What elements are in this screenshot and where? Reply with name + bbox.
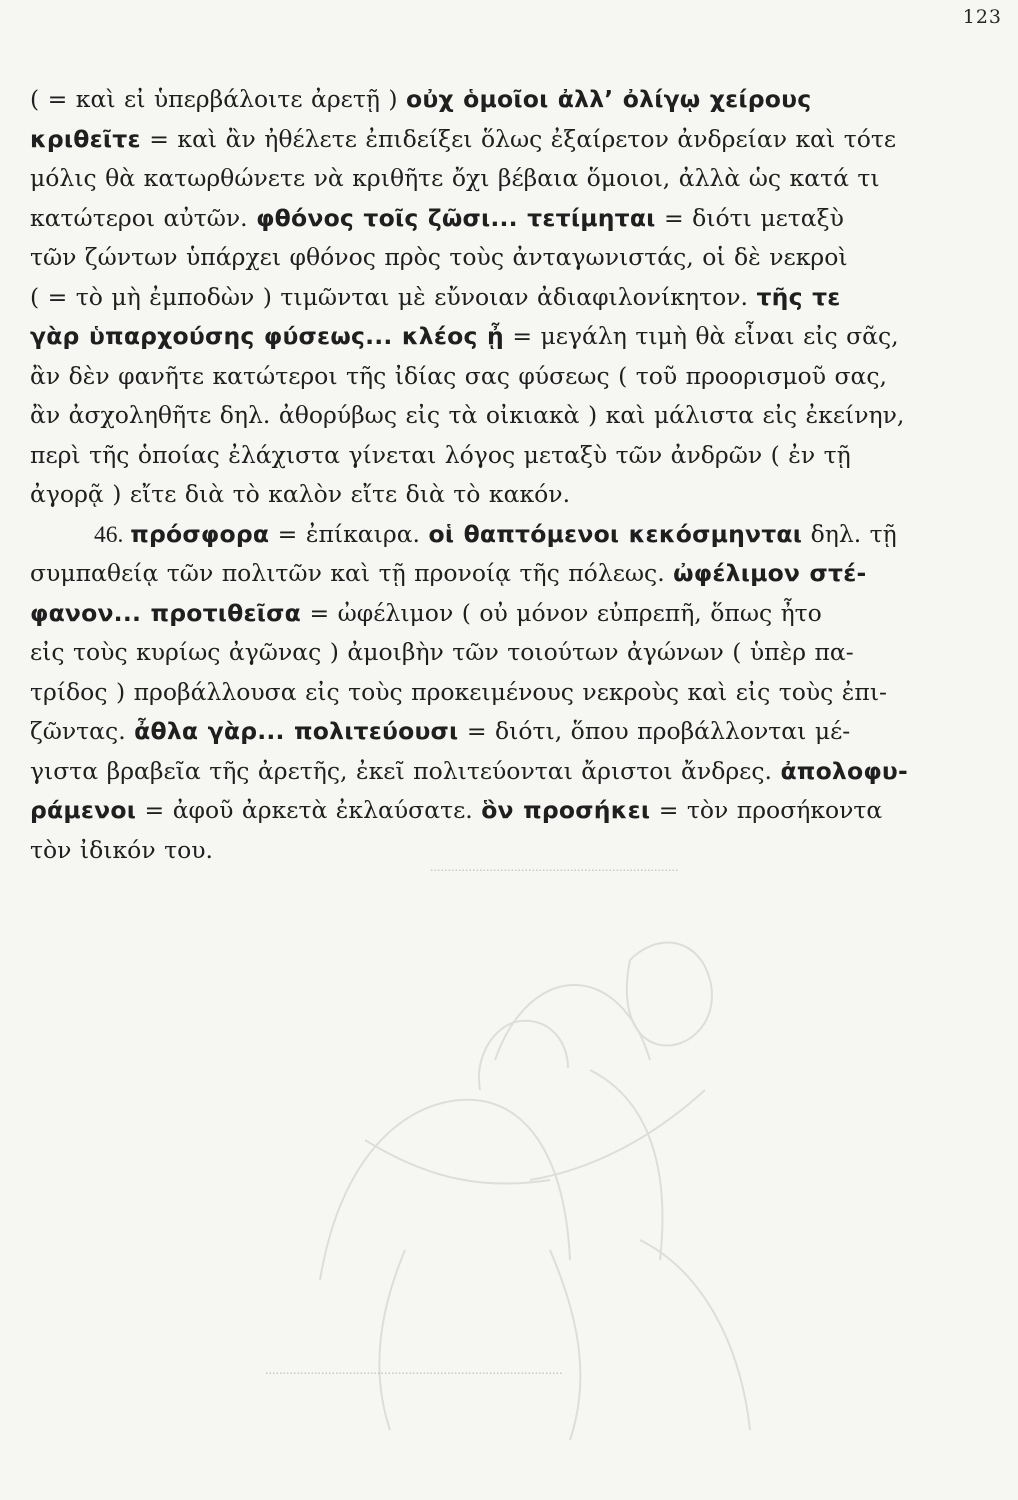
faint-bleedthrough-illustration — [230, 840, 880, 1490]
plain-text: = διότι, ὅπου προβάλλονται μέ- — [458, 717, 851, 745]
bold-lemma: φανον... προτιθεῖσα — [30, 598, 301, 627]
text-line — [30, 80, 910, 120]
plain-text: = ἀφοῦ ἀρκετὰ ἐκλαύσατε. — [136, 796, 482, 824]
plain-text: ζῶντας. — [30, 717, 135, 745]
bleedthrough-caption-bottom: ..................................................................................... — [265, 1363, 563, 1378]
text-line — [30, 238, 910, 278]
plain-text: = καὶ ἂν ἠθέλετε ἐπιδείξει ὅλως ἐξαίρετον ἀνδρείαν καὶ τότε — [140, 124, 897, 153]
bold-lemma: πρόσφορα — [130, 519, 270, 548]
plain-text: τὸν ἰδικόν του. — [30, 835, 213, 864]
text-line — [30, 159, 910, 199]
bold-lemma: ἆθλα γὰρ... πολιτεύουσι — [134, 717, 459, 745]
commentary-text — [30, 80, 910, 870]
plain-text: ἂν ἀσχοληθῆτε δηλ. ἀθορύβως εἰς τὰ οἰκιακὰ ) καὶ μάλιστα εἰς ἐκείνην, — [30, 401, 905, 429]
bold-lemma: ὠφέλιμον στέ- — [673, 559, 867, 587]
plain-text: ( = τὸ μὴ ἐμποδὼν ) τιμῶνται μὲ εὔνοιαν ἀδιαφιλονίκητον. — [30, 282, 757, 311]
text-line — [30, 357, 910, 397]
bold-lemma: ράμενοι — [30, 796, 137, 824]
plain-text: = διότι μεταξὺ — [655, 203, 844, 232]
plain-text: ἂν δὲν φανῆτε κατώτεροι τῆς ἰδίας σας φύσεως ( τοῦ προορισμοῦ σας, — [30, 361, 887, 390]
page-number: 123 — [962, 6, 1002, 28]
plain-text: = τὸν προσήκοντα — [650, 796, 883, 824]
plain-text: μόλις θὰ κατωρθώνετε νὰ κριθῆτε ὄχι βέβαια ὅμοιοι, ἀλλὰ ὡς κατά τι — [30, 164, 880, 192]
plain-text: τῶν ζώντων ὑπάρχει φθόνος πρὸς τοὺς ἀνταγωνιστάς, οἱ δὲ νεκροὶ — [30, 243, 848, 271]
plain-text: ἀγορᾷ ) εἴτε διὰ τὸ καλὸν εἴτε διὰ τὸ κακόν. — [30, 480, 571, 508]
bleedthrough-caption-top: ....................................................................... — [430, 860, 679, 875]
bold-lemma: ἀπολοφυ- — [780, 756, 908, 785]
bold-lemma: οἱ θαπτόμενοι κεκόσμηνται — [428, 519, 803, 548]
bold-lemma: κριθεῖτε — [30, 124, 141, 153]
text-line — [30, 436, 910, 476]
plain-text: κατώτεροι αὐτῶν. — [30, 203, 257, 232]
plain-text: εἰς τοὺς κυρίως ἀγῶνας ) ἀμοιβὴν τῶν τοιούτων ἀγώνων ( ὑπὲρ πα- — [30, 638, 854, 666]
text-line — [30, 317, 910, 357]
plain-text: ( = καὶ εἰ ὑπερβάλοιτε ἀρετῇ ) — [30, 85, 407, 113]
text-line — [30, 712, 910, 752]
bold-lemma: τῆς τε — [756, 282, 841, 311]
text-line — [30, 752, 910, 792]
text-line — [30, 199, 910, 239]
bold-lemma: οὐχ ὁμοῖοι ἀλλ’ ὀλίγῳ χείρους — [406, 85, 812, 113]
plain-text: = μεγάλη τιμὴ θὰ εἶναι εἰς σᾶς, — [503, 322, 899, 350]
text-line — [30, 673, 910, 713]
plain-text: τρίδος ) προβάλλουσα εἰς τοὺς προκειμένους νεκροὺς καὶ εἰς τοὺς ἐπι- — [30, 677, 887, 706]
text-line — [30, 475, 910, 515]
plain-text: γιστα βραβεῖα τῆς ἀρετῆς, ἐκεῖ πολιτεύονται ἄριστοι ἄνδρες. — [30, 756, 781, 785]
plain-text: = ἐπίκαιρα. — [269, 519, 429, 548]
text-line — [30, 278, 910, 318]
bold-lemma: γὰρ ὑπαρχούσης φύσεως... κλέος ᾖ — [30, 322, 504, 350]
bold-lemma: ὃν προσήκει — [481, 796, 651, 824]
plain-text: συμπαθείᾳ τῶν πολιτῶν καὶ τῇ προνοίᾳ τῆς πόλεως. — [30, 559, 674, 587]
text-line — [30, 120, 910, 160]
plain-text: περὶ τῆς ὁποίας ἐλάχιστα γίνεται λόγος μεταξὺ τῶν ἀνδρῶν ( ἐν τῇ — [30, 440, 851, 469]
text-line — [30, 594, 910, 634]
text-line — [30, 515, 910, 555]
text-line — [30, 633, 910, 673]
text-line — [30, 554, 910, 594]
plain-text: = ὠφέλιμον ( οὐ μόνον εὐπρεπῆ, ὅπως ἦτο — [301, 598, 822, 627]
section-number: 46. — [94, 521, 131, 548]
text-line — [30, 791, 910, 831]
bold-lemma: φθόνος τοῖς ζῶσι... τετίμηται — [256, 203, 656, 232]
plain-text: δηλ. τῇ — [802, 519, 897, 548]
text-line — [30, 396, 910, 436]
